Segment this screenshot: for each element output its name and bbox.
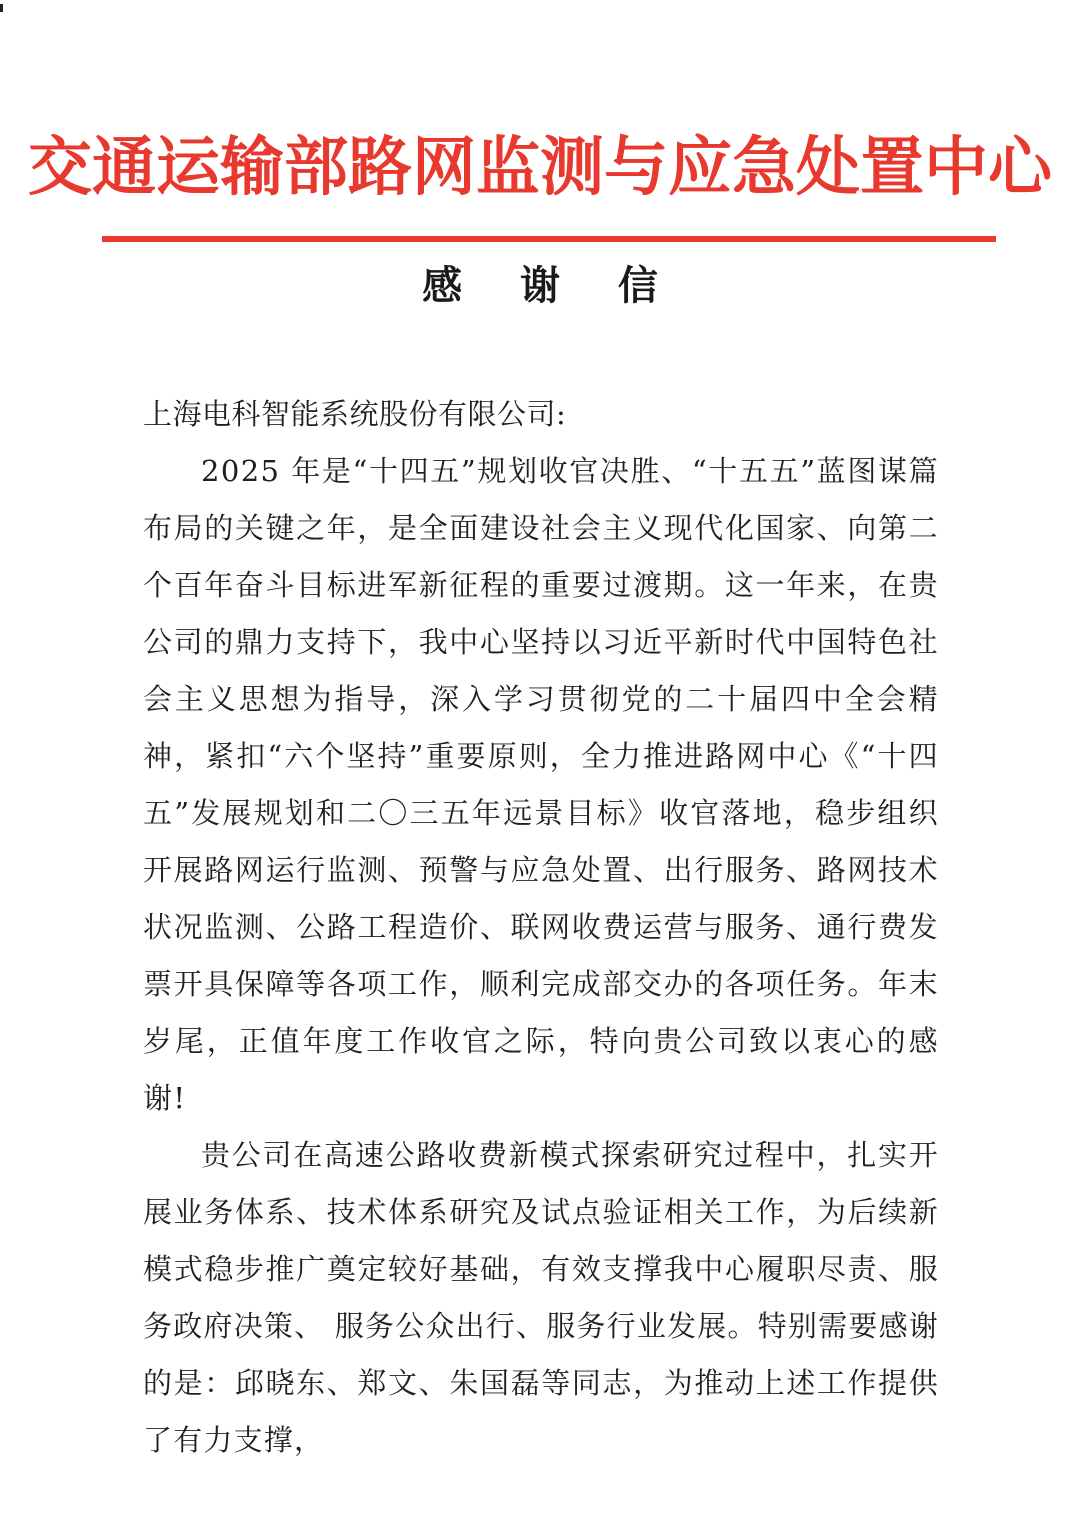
paragraph-1: 2025 年是“十四五”规划收官决胜、“十五五”蓝图谋篇布局的关键之年，是全面建设社会主义现代化国家、向第二个百年奋斗目标进军新征程的重要过渡期。这一年来，在贵公司的鼎力支持下，我中心坚持以习近平新时代中国特色社会主义思想为指导，深入学习贯彻党的二十届四中全会精神，紧扣“六个坚持”重要原则，全力推进路网中心《“十四五”发展规划和二〇三五年远景目标》收官落地，稳步组织开展路网运行监测、预警与应急处置、出行服务、路网技术状况监测、公路工程造价、联网收费运营与服务、通行费发票开具保障等各项工作，顺利完成部交办的各项任务。年末岁尾，正值年度工作收官之际，特向贵公司致以衷心的感谢! [143,454,939,1115]
scan-corner-mark [0,4,3,12]
letterhead-red-rule [102,236,996,242]
paragraph-2: 贵公司在高速公路收费新模式探索研究过程中，扎实开展业务体系、技术体系研究及试点验证相关工作，为后续新模式稳步推广奠定较好基础，有效支撑我中心履职尽责、服务政府决策、 服务公众出行、服务行业发展。特别需要感谢的是：邱晓东、郑文、朱国磊等同志，为推动上述工作提供了有力支撑， [143,1138,939,1457]
letter-title: 感 谢 信 [422,262,680,309]
salutation: 上海电科智能系统股份有限公司: [143,397,567,431]
letterhead-org-name: 交通运输部路网监测与应急处置中心 [28,130,1052,205]
letter-body [143,386,939,1469]
